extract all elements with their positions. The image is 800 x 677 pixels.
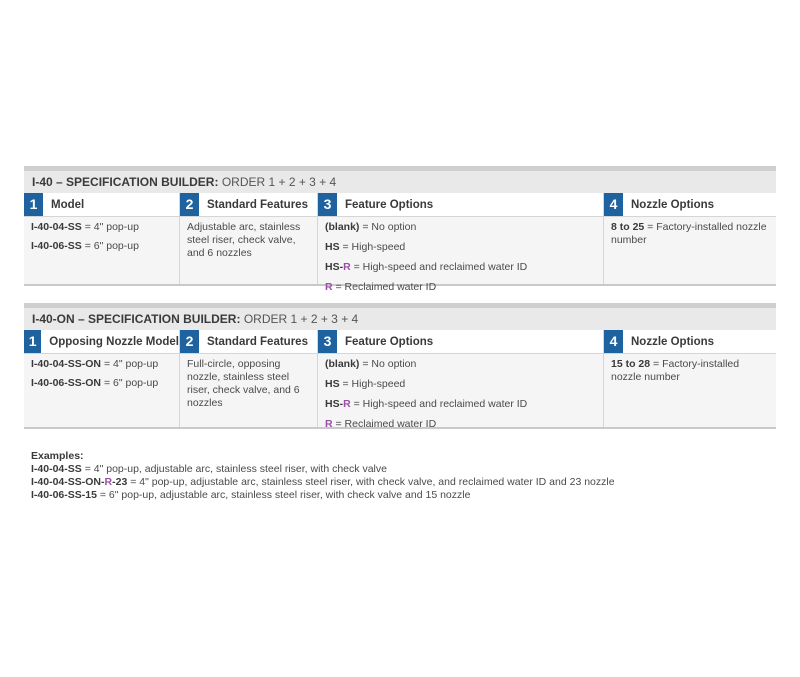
- example-line: [31, 476, 615, 489]
- column-title: Standard Features: [207, 335, 308, 348]
- builder-order: ORDER 1 + 2 + 3 + 4: [221, 175, 337, 189]
- option-code: HS: [325, 378, 340, 390]
- option-code: 15 to 28: [611, 358, 651, 370]
- option-line: [325, 378, 596, 391]
- option-line: [31, 358, 172, 371]
- example-code: -23: [112, 476, 128, 488]
- option-line: [31, 221, 172, 234]
- column-header: [24, 330, 179, 354]
- column-feature-options: [318, 330, 604, 430]
- column-standard-features: [180, 193, 318, 284]
- example-line: [31, 463, 615, 476]
- builder-columns: [24, 193, 776, 293]
- column-header: [604, 330, 776, 354]
- option-line: [325, 281, 596, 294]
- column-body: [180, 354, 317, 427]
- option-text: = No option: [359, 358, 417, 370]
- option-text: = Reclaimed water ID: [332, 281, 437, 293]
- example-code: I-40-04-SS: [31, 463, 82, 475]
- example-text: = 6" pop-up, adjustable arc, stainless steel riser, with check valve and 15 nozzle: [96, 489, 471, 501]
- option-line: [325, 358, 596, 371]
- option-code: (blank): [325, 221, 360, 233]
- step-number: 4: [604, 330, 623, 353]
- step-number: 1: [24, 193, 43, 216]
- option-code: (blank): [325, 358, 360, 370]
- option-line: [31, 240, 172, 253]
- column-body: [180, 217, 317, 284]
- example-text: = 4" pop-up, adjustable arc, stainless steel riser, with check valve, and reclaimed water ID and 23 nozzle: [127, 476, 615, 488]
- option-line: [325, 241, 596, 254]
- option-text: = 6" pop-up: [101, 377, 159, 389]
- option-text: = 4" pop-up: [101, 358, 159, 370]
- example-code: I-40-06-SS-15: [31, 489, 97, 501]
- step-number: 4: [604, 193, 623, 216]
- column-title: Feature Options: [345, 198, 434, 211]
- column-title: Feature Options: [345, 335, 434, 348]
- example-code: I-40-04-SS-ON-: [31, 476, 105, 488]
- step-number: 3: [318, 193, 337, 216]
- option-text: = 4" pop-up: [81, 221, 139, 233]
- option-text: = Reclaimed water ID: [332, 418, 437, 430]
- step-number: 3: [318, 330, 337, 353]
- option-code: 8 to 25: [611, 221, 645, 233]
- column-body: [24, 217, 179, 284]
- option-line: [611, 358, 769, 384]
- column-title: Nozzle Options: [631, 198, 715, 211]
- option-code: I-40-04-SS-ON: [31, 358, 102, 370]
- option-code: I-40-06-SS: [31, 240, 82, 252]
- reclaimed-code: R: [343, 398, 351, 410]
- column-title: Nozzle Options: [631, 335, 715, 348]
- builder-header: [24, 171, 776, 193]
- examples-heading: Examples:: [31, 450, 84, 462]
- features-text: Full-circle, opposing nozzle, stainless steel riser, check valve, and 6 nozzles: [187, 358, 300, 409]
- column-header: [604, 193, 776, 217]
- option-code: I-40-04-SS: [31, 221, 82, 233]
- option-line: [611, 221, 769, 247]
- option-text: = No option: [359, 221, 417, 233]
- option-line: [325, 221, 596, 234]
- column-header: [318, 193, 603, 217]
- step-number: 2: [180, 193, 199, 216]
- reclaimed-code: R: [343, 261, 351, 273]
- option-line: [31, 377, 172, 390]
- option-text: = High-speed and reclaimed water ID: [350, 398, 528, 410]
- builder-title: I-40 – SPECIFICATION BUILDER:: [32, 175, 219, 189]
- column-feature-options: [318, 193, 604, 293]
- builder-title: I-40-ON – SPECIFICATION BUILDER:: [32, 312, 241, 326]
- option-line: [325, 418, 596, 431]
- reclaimed-code: R: [104, 476, 113, 488]
- features-text: Adjustable arc, stainless steel riser, check valve, and 6 nozzles: [187, 221, 301, 259]
- option-line: [325, 398, 596, 411]
- column-nozzle-options: [604, 330, 776, 427]
- option-text: = Factory-installed nozzle number: [611, 358, 740, 383]
- spec-builder-i40-on: [24, 303, 776, 429]
- option-text: = High-speed: [339, 241, 406, 253]
- reclaimed-code: R: [325, 281, 333, 293]
- column-body: [604, 354, 776, 427]
- column-header: [318, 330, 603, 354]
- option-code: HS-: [325, 398, 344, 410]
- column-title: Model: [51, 198, 85, 211]
- option-text: = 6" pop-up: [81, 240, 139, 252]
- spec-builder-i40: [24, 166, 776, 293]
- builder-order: ORDER 1 + 2 + 3 + 4: [243, 312, 359, 326]
- builder-header: [24, 308, 776, 330]
- column-body: [604, 217, 776, 284]
- column-body: [318, 354, 603, 430]
- column-header: [180, 193, 317, 217]
- example-line: [31, 489, 615, 502]
- column-body: [24, 354, 179, 427]
- column-title: Standard Features: [207, 198, 308, 211]
- reclaimed-code: R: [325, 418, 333, 430]
- option-text: = High-speed: [339, 378, 406, 390]
- column-model: [24, 330, 180, 427]
- column-body: [318, 217, 603, 293]
- column-nozzle-options: [604, 193, 776, 284]
- examples-section: [31, 450, 615, 502]
- option-code: I-40-06-SS-ON: [31, 377, 102, 389]
- option-code: HS-: [325, 261, 344, 273]
- step-number: 2: [180, 330, 199, 353]
- column-header: [180, 330, 317, 354]
- option-text: = High-speed and reclaimed water ID: [350, 261, 528, 273]
- option-line: [325, 261, 596, 274]
- step-number: 1: [24, 330, 41, 353]
- example-text: = 4" pop-up, adjustable arc, stainless steel riser, with check valve: [81, 463, 387, 475]
- builder-columns: [24, 330, 776, 429]
- option-text: = Factory-installed nozzle number: [611, 221, 767, 246]
- column-model: [24, 193, 180, 284]
- option-code: HS: [325, 241, 340, 253]
- column-header: [24, 193, 179, 217]
- column-title: Opposing Nozzle Model: [49, 335, 179, 348]
- column-standard-features: [180, 330, 318, 427]
